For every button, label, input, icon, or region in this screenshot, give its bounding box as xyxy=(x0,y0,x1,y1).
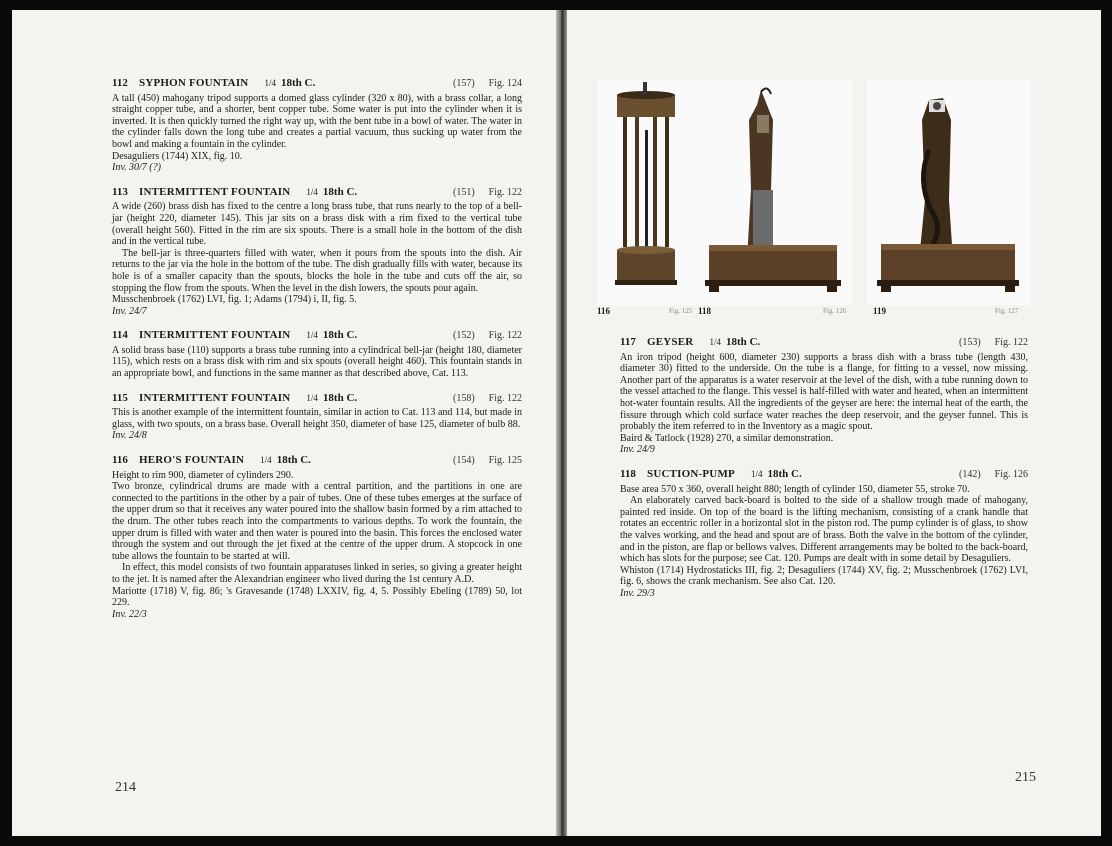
entry-century: 18th C. xyxy=(322,329,358,342)
entry-number: 115 xyxy=(112,391,128,404)
figure-number-116: 116 xyxy=(597,306,611,316)
entry-heading xyxy=(620,469,1028,481)
entry-title: SYPHON FOUNTAIN xyxy=(139,77,249,89)
entry-fig: Fig. 122 xyxy=(994,337,1028,348)
inventory-number: Inv. 29/3 xyxy=(620,587,655,599)
left-page xyxy=(12,10,556,836)
entry-fig: Fig. 124 xyxy=(488,78,522,89)
entry-number: 113 xyxy=(112,185,128,198)
entry-fig: Fig. 122 xyxy=(488,330,522,342)
entry-paragraph: A wide (260) brass dish has fixed to the centre a long brass tube, that runs nearly to the top of a bell-jar (height 220, diameter 145). This jar sits on a brass disk with a rim fixed to the vertical tube (overall height 560). Fitted in the rim are six spouts. There is a small hole in the bottom of the dish and in the vertical tube. xyxy=(112,201,522,248)
inventory-number: Inv. 24/8 xyxy=(112,430,147,442)
photo-heros-fountain xyxy=(597,80,697,305)
page-number-left: 214 xyxy=(115,780,136,795)
entry-fraction: 1/4 xyxy=(306,186,318,197)
entry-heading xyxy=(112,187,522,199)
entry-number: 117 xyxy=(620,336,636,348)
photo-force-pump xyxy=(867,80,1031,305)
entry-paragraph: Whiston (1714) Hydrostaticks III, fig. 2; Desaguliers (1744) XV, fig. 2; Musschenbroek (1762) LVI, fig. 6, shows the crank mechanism. See also Cat. 120. xyxy=(620,564,1028,588)
entry-paragraph: The bell-jar is three-quarters filled with water, when it pours from the spouts into the dish. Air returns to the jar via the hole in the bottom of the tube. The dish gradually fills with water, because its hole is of a smaller capacity than the spouts, blocks the hole in the tube and cuts off the air, so stopping the flow from the spouts. When the level in the dish lowers, the spouts pour again. xyxy=(112,247,522,294)
page-number-right: 215 xyxy=(1015,770,1036,785)
entry-number: 116 xyxy=(112,454,128,467)
catalogue-entry-113 xyxy=(112,187,522,318)
entry-century: 18th C. xyxy=(767,467,802,480)
entry-paragraph: An iron tripod (height 600, diameter 230) supports a brass dish with a brass tube (length 430, diameter 30) fitted to the underside. On the tube is a flange, for fitting to a vessel, now missing. Another part of the apparatus is a water reservoir at the level of the dish, with a tube running down to the vessel attached to the flange. This vessel is half-filled with water and heated, when an intermittent hot-water fountain results. All the ingredients of the geyser are here: the internal heat of the earth, the fissure through which cold surface water reaches the deep reservoir, and the geyser funnel. This is probably the item referred to in the Inventory as a magic spout. xyxy=(620,351,1028,433)
inventory-number: Inv. 22/3 xyxy=(112,608,147,620)
heros-fountain-illustration xyxy=(597,80,697,305)
entry-heading xyxy=(112,455,522,467)
entry-paragraph: This is another example of the intermittent fountain, similar in action to Cat. 113 and 114, but made in glass, with two spouts, on a brass base. Overall height 350, diameter of base 125, diameter of bulb 88. xyxy=(112,407,522,430)
entry-fraction: 1/4 xyxy=(260,455,272,466)
catalogue-entry-112 xyxy=(112,78,522,174)
figure-label-118: Fig. 126 xyxy=(823,307,847,315)
entry-paragraph: A solid brass base (110) supports a brass tube running into a cylindrical bell-jar (height 180, diameter 115), which rests on a brass disk with rim and six spouts (overall height 460). This fountain stands in an appropriate bowl, and functions in the same manner as that described above, Cat. 113. xyxy=(112,344,522,380)
catalogue-entry-118 xyxy=(620,469,1028,600)
entry-paragraph: In effect, this model consists of two fountain apparatuses linked in series, so giving a greater height to the jet. It is named after the Alexandrian engineer who lived during the 1st century A.D. xyxy=(112,562,522,585)
entry-century: 18th C. xyxy=(725,336,761,348)
entry-ref: (157) xyxy=(452,78,475,89)
entry-heading xyxy=(112,78,522,90)
entry-fig: Fig. 125 xyxy=(488,455,522,467)
entry-ref: (142) xyxy=(958,468,981,480)
entry-paragraph: Desaguliers (1744) XIX, fig. 10. xyxy=(112,150,243,162)
entry-title: INTERMITTENT FOUNTAIN xyxy=(139,329,291,342)
entry-century: 18th C. xyxy=(280,77,316,89)
entry-paragraph: Two bronze, cylindrical drums are made with a central partition, and the partitions in one are connected to the partitions in the other by a pair of tubes. One of these tubes emerges at the surface of the upper drum so that it receives any water poured into the shallow basin formed by a rim attached to the drum. The other tubes reach into the compartments to various depths. To work the fountain, the upper drum is filled with water and then water is poured into the basin. This forces the enclosed water through the system and out through the jet fixed at the centre of the upper drum. A stopcock in one tube allows the fountain to be started at will. xyxy=(112,481,522,562)
catalogue-entry-116 xyxy=(112,455,522,620)
entry-ref: (154) xyxy=(452,455,475,467)
entry-heading xyxy=(112,393,522,405)
entry-paragraph: Height to rim 900, diameter of cylinders 290. xyxy=(112,469,294,481)
entry-ref: (152) xyxy=(452,330,475,342)
right-column xyxy=(620,337,1028,612)
entry-heading xyxy=(620,337,1028,349)
entry-ref: (151) xyxy=(452,186,475,198)
catalogue-entry-114 xyxy=(112,330,522,379)
photo-suction-pump xyxy=(697,80,852,305)
inventory-number: Inv. 24/9 xyxy=(620,444,655,456)
entry-title: INTERMITTENT FOUNTAIN xyxy=(139,185,291,198)
entry-paragraph: Base area 570 x 360, overall height 880; length of cylinder 150, diameter 55, stroke 70. xyxy=(620,483,970,495)
entry-paragraph: Mariotte (1718) V, fig. 86; 's Gravesande (1748) LXXIV, fig. 4, 5. Possibly Ebeling (1789) 50, lot 229. xyxy=(112,585,522,609)
entry-ref: (153) xyxy=(958,337,981,348)
force-pump-illustration xyxy=(867,80,1031,305)
entry-century: 18th C. xyxy=(276,454,311,467)
right-page xyxy=(567,10,1101,836)
entry-fraction: 1/4 xyxy=(709,337,721,347)
entry-paragraph: Musschenbroek (1762) LVI, fig. 1; Adams (1794) i, II, fig. 5. xyxy=(112,294,357,306)
figure-number-118: 118 xyxy=(698,306,712,316)
entry-fig: Fig. 122 xyxy=(488,392,522,404)
entry-title: GEYSER xyxy=(647,336,694,348)
book-gutter xyxy=(556,10,567,836)
entry-title: SUCTION-PUMP xyxy=(647,467,735,480)
figure-label-116: Fig. 125 xyxy=(669,307,693,315)
catalogue-entry-117 xyxy=(620,337,1028,456)
inventory-number: Inv. 24/7 xyxy=(112,305,147,317)
left-column xyxy=(112,78,522,633)
entry-fig: Fig. 122 xyxy=(488,186,522,198)
entry-heading xyxy=(112,330,522,342)
entry-century: 18th C. xyxy=(322,391,358,404)
entry-fraction: 1/4 xyxy=(306,330,318,341)
entry-fraction: 1/4 xyxy=(750,468,763,479)
entry-title: HERO'S FOUNTAIN xyxy=(139,454,245,467)
entry-number: 114 xyxy=(112,329,128,342)
entry-paragraph: Baird & Tatlock (1928) 270, a similar demonstration. xyxy=(620,432,834,444)
entry-ref: (158) xyxy=(452,392,475,404)
entry-number: 112 xyxy=(112,77,128,89)
entry-paragraph: An elaborately carved back-board is bolted to the side of a shallow trough made of mahogany, painted red inside. On top of the board is the lifting mechanism, consisting of a crank handle that rotates an eccentric roller in a horizontal slot in the piston rod. The pump cylinder is of glass, to show the valves working, and the head and spout are of brass. Both the valve in the bottom of the cylinder, and in the piston, are flap or bellows valves. Different arrangements may be bolted to the back-board, which has slots for the purpose; see Cat. 120. Pumps are dealt with in some detail by Desaguliers. xyxy=(620,495,1028,565)
inventory-number: Inv. 30/7 (?) xyxy=(112,162,161,174)
entry-title: INTERMITTENT FOUNTAIN xyxy=(139,391,291,404)
entry-number: 118 xyxy=(620,467,636,480)
suction-pump-illustration xyxy=(697,80,852,305)
entry-paragraph: A tall (450) mahogany tripod supports a domed glass cylinder (320 x 80), with a brass collar, a long straight copper tube, and a shorter, bent copper tube. Some water is put into the cylinder when it is inverted. It is then quickly turned the right way up, with the bent tube in a bowl of water. The water in the cylinder falls down the long tube and creates a partial vacuum, thus sucking up water from the bowl and making a fountain in the cylinder. xyxy=(112,92,522,150)
entry-fig: Fig. 126 xyxy=(994,468,1028,480)
entry-fraction: 1/4 xyxy=(264,78,276,88)
entry-fraction: 1/4 xyxy=(306,392,318,403)
figure-label-119: Fig. 127 xyxy=(995,307,1019,315)
entry-century: 18th C. xyxy=(322,185,358,198)
figure-number-119: 119 xyxy=(873,306,887,316)
catalogue-entry-115 xyxy=(112,393,522,442)
